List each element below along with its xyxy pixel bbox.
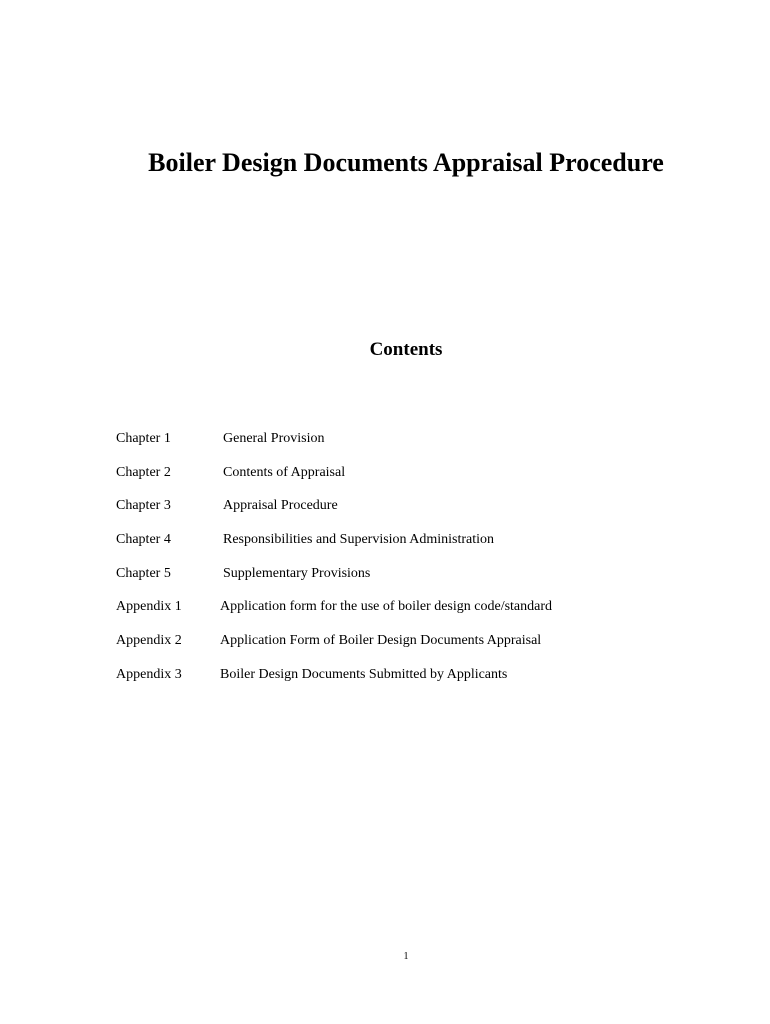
toc-entry-label: Appendix 3 (116, 666, 182, 682)
toc-entry-title: Appraisal Procedure (223, 498, 338, 514)
page-number: 1 (403, 951, 409, 962)
toc-entry-appendix-2 (116, 632, 716, 666)
toc-entry-chapter-5 (116, 565, 716, 599)
toc-entry-label: Chapter 2 (116, 464, 171, 480)
toc-entry-chapter-2 (116, 464, 716, 498)
toc-entry-label: Appendix 2 (116, 633, 182, 649)
toc-entry-label: Chapter 3 (116, 498, 171, 514)
toc-entry-appendix-1 (116, 598, 716, 632)
toc-entry-label: Chapter 1 (116, 431, 171, 446)
document-title: Boiler Design Documents Appraisal Procedure (148, 148, 664, 177)
toc-entry-title: General Provision (223, 431, 325, 446)
toc-entry-appendix-3 (116, 666, 716, 700)
toc-entry-title: Boiler Design Documents Submitted by Applicants (220, 666, 508, 682)
contents-heading: Contents (369, 339, 443, 360)
toc-entry-title: Application form for the use of boiler design code/standard (220, 599, 553, 615)
toc-entry-label: Chapter 4 (116, 532, 171, 548)
toc-entry-title: Contents of Appraisal (223, 464, 346, 480)
toc-entry-chapter-4 (116, 531, 716, 565)
toc-entry-title: Application Form of Boiler Design Documents Appraisal (220, 633, 542, 649)
toc-entry-chapter-1 (116, 430, 716, 464)
toc-entry-title: Responsibilities and Supervision Administration (223, 532, 495, 548)
table-of-contents (116, 430, 716, 700)
toc-entry-label: Chapter 5 (116, 565, 171, 581)
toc-entry-title: Supplementary Provisions (223, 565, 371, 581)
toc-entry-chapter-3 (116, 497, 716, 531)
toc-entry-label: Appendix 1 (116, 599, 182, 615)
